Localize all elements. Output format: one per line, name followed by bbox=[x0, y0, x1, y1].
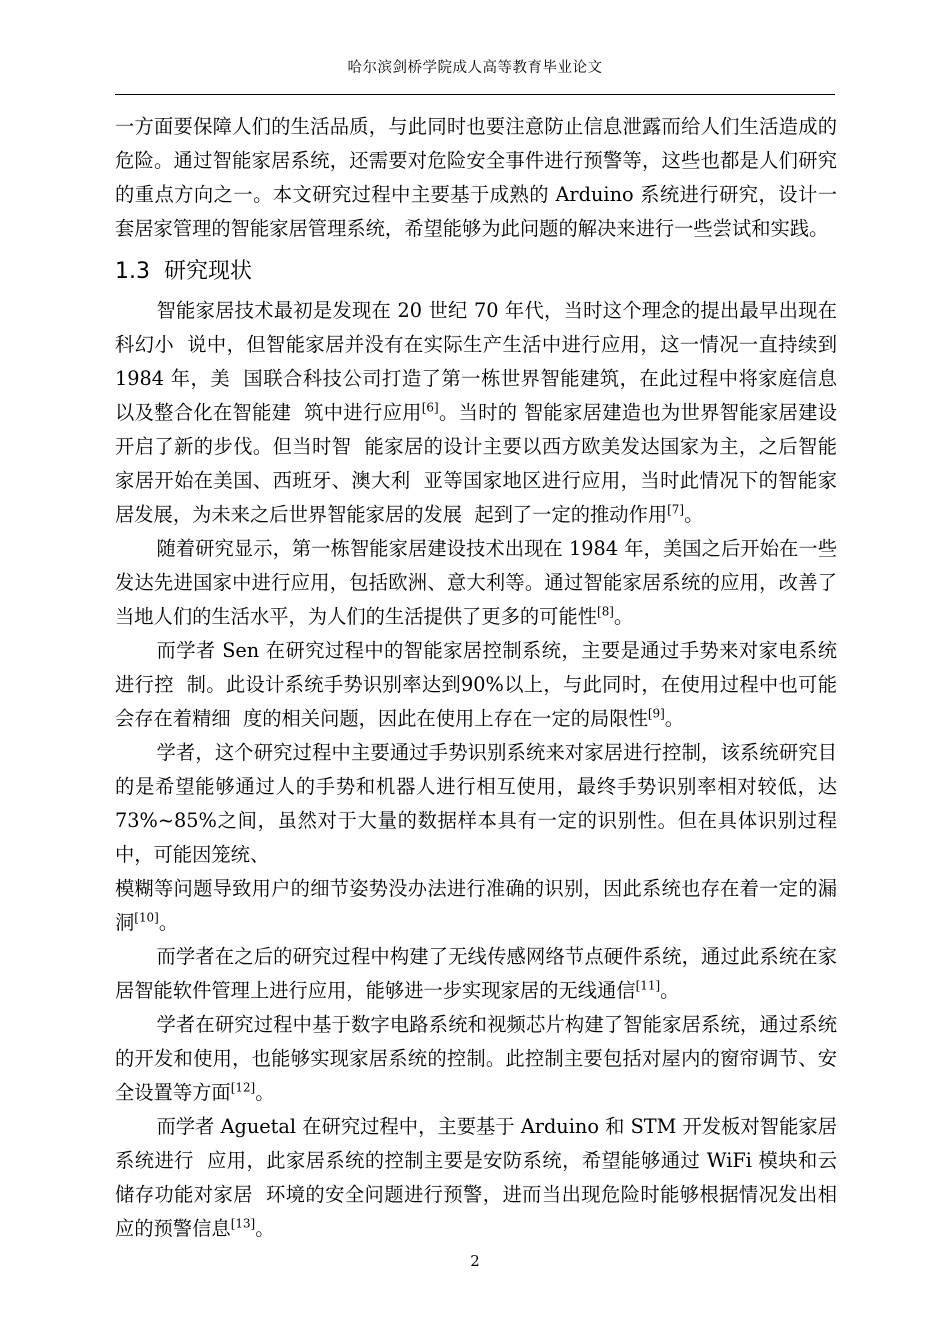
paragraph-7: 而学者在之后的研究过程中构建了无线传感网络节点硬件系统，通过此系统在家居智能软件管理上进行应用，能够进一步实现家居的无线通信[11]。 bbox=[115, 945, 837, 1002]
paragraph-5: 学者，这个研究过程中主要通过手势识别系统来对家居进行控制，该系统研究目的是希望能够通过人的手势和机器人进行相互使用，最终手势识别率相对较低，达 73%~85%之间，虽然对于大量的数据样本具有一定的识别性。但在具体识别过程中，可能因笼统、 bbox=[115, 741, 837, 866]
paragraph-8: 学者在研究过程中基于数字电路系统和视频芯片构建了智能家居系统，通过系统的开发和使用，也能够实现家居系统的控制。此控制主要包括对屋内的窗帘调节、安全设置等方面[12]。 bbox=[115, 1013, 837, 1104]
paragraph-1: 一方面要保障人们的生活品质，与此同时也要注意防止信息泄露而给人们生活造成的危险。通过智能家居系统，还需要对危险安全事件进行预警等，这些也都是人们研究的重点方向之一。本文研究过程中主要基于成熟的 Arduino 系统进行研究，设计一套居家管理的智能家居管理系统，希望能够为此问题的解决来进行一些尝试和实践。 bbox=[115, 115, 837, 240]
footnote-ref-11: [11] bbox=[635, 978, 661, 993]
footnote-ref-8: [8] bbox=[597, 604, 614, 619]
paragraph-9: 而学者 Aguetal 在研究过程中，主要基于 Arduino 和 STM 开发板对智能家居系统进行 应用，此家居系统的控制主要是安防系统，希望能够通过 WiFi 模块和云储存功能对家居 环境的安全问题进行预警，进而当出现危险时能够根据情况发出相应的预警信息[13]。 bbox=[115, 1115, 837, 1240]
paragraph-3: 随着研究显示，第一栋智能家居建设技术出现在 1984 年，美国之后开始在一些发达先进国家中进行应用，包括欧洲、意大利等。通过智能家居系统的应用，改善了当地人们的生活水平，为人们的生活提供了更多的可能性[8]。 bbox=[115, 537, 837, 628]
page-header: 哈尔滨剑桥学院成人高等教育毕业论文 bbox=[347, 60, 603, 76]
section-title: 研究现状 bbox=[164, 259, 253, 284]
paragraph-4: 而学者 Sen 在研究过程中的智能家居控制系统，主要是通过手势来对家电系统进行控 制。此设计系统手势识别率达到90%以上，与此同时，在使用过程中也可能会存在着精细 度的相关问题，因此在使用上存在一定的局限性[9]。 bbox=[115, 639, 837, 730]
document-body bbox=[115, 110, 837, 1246]
header-divider bbox=[115, 94, 835, 95]
page-number: 2 bbox=[470, 1252, 480, 1270]
footnote-ref-12: [12] bbox=[230, 1080, 256, 1095]
footnote-ref-6: [6] bbox=[421, 400, 439, 415]
footnote-ref-9: [9] bbox=[647, 706, 665, 721]
footnote-ref-10: [10] bbox=[134, 910, 159, 925]
section-heading bbox=[115, 252, 837, 292]
section-number: 1.3 bbox=[115, 259, 150, 284]
footnote-ref-13: [13] bbox=[230, 1216, 256, 1231]
paragraph-6: 模糊等问题导致用户的细节姿势没办法进行准确的识别，因此系统也存在着一定的漏洞[10]。 bbox=[115, 877, 837, 934]
paragraph-2: 智能家居技术最初是发现在 20 世纪 70 年代，当时这个理念的提出最早出现在科幻小 说中，但智能家居并没有在实际生产生活中进行应用，这一情况一直持续到 1984 年，美 国联合科技公司打造了第一栋世界智能建筑，在此过程中将家庭信息以及整合化在智能建 筑中进行应用[6]。当时的 智能家居建造也为世界智能家居建设开启了新的步伐。但当时智 能家居的设计主要以西方欧美发达国家为主，之后智能家居开始在美国、西班牙、澳大利 亚等国家地区进行应用，当时此情况下的智能家居发展，为未来之后世界智能家居的发展 起到了一定的推动作用[7]。 bbox=[115, 299, 837, 526]
footnote-ref-7: [7] bbox=[667, 502, 685, 517]
